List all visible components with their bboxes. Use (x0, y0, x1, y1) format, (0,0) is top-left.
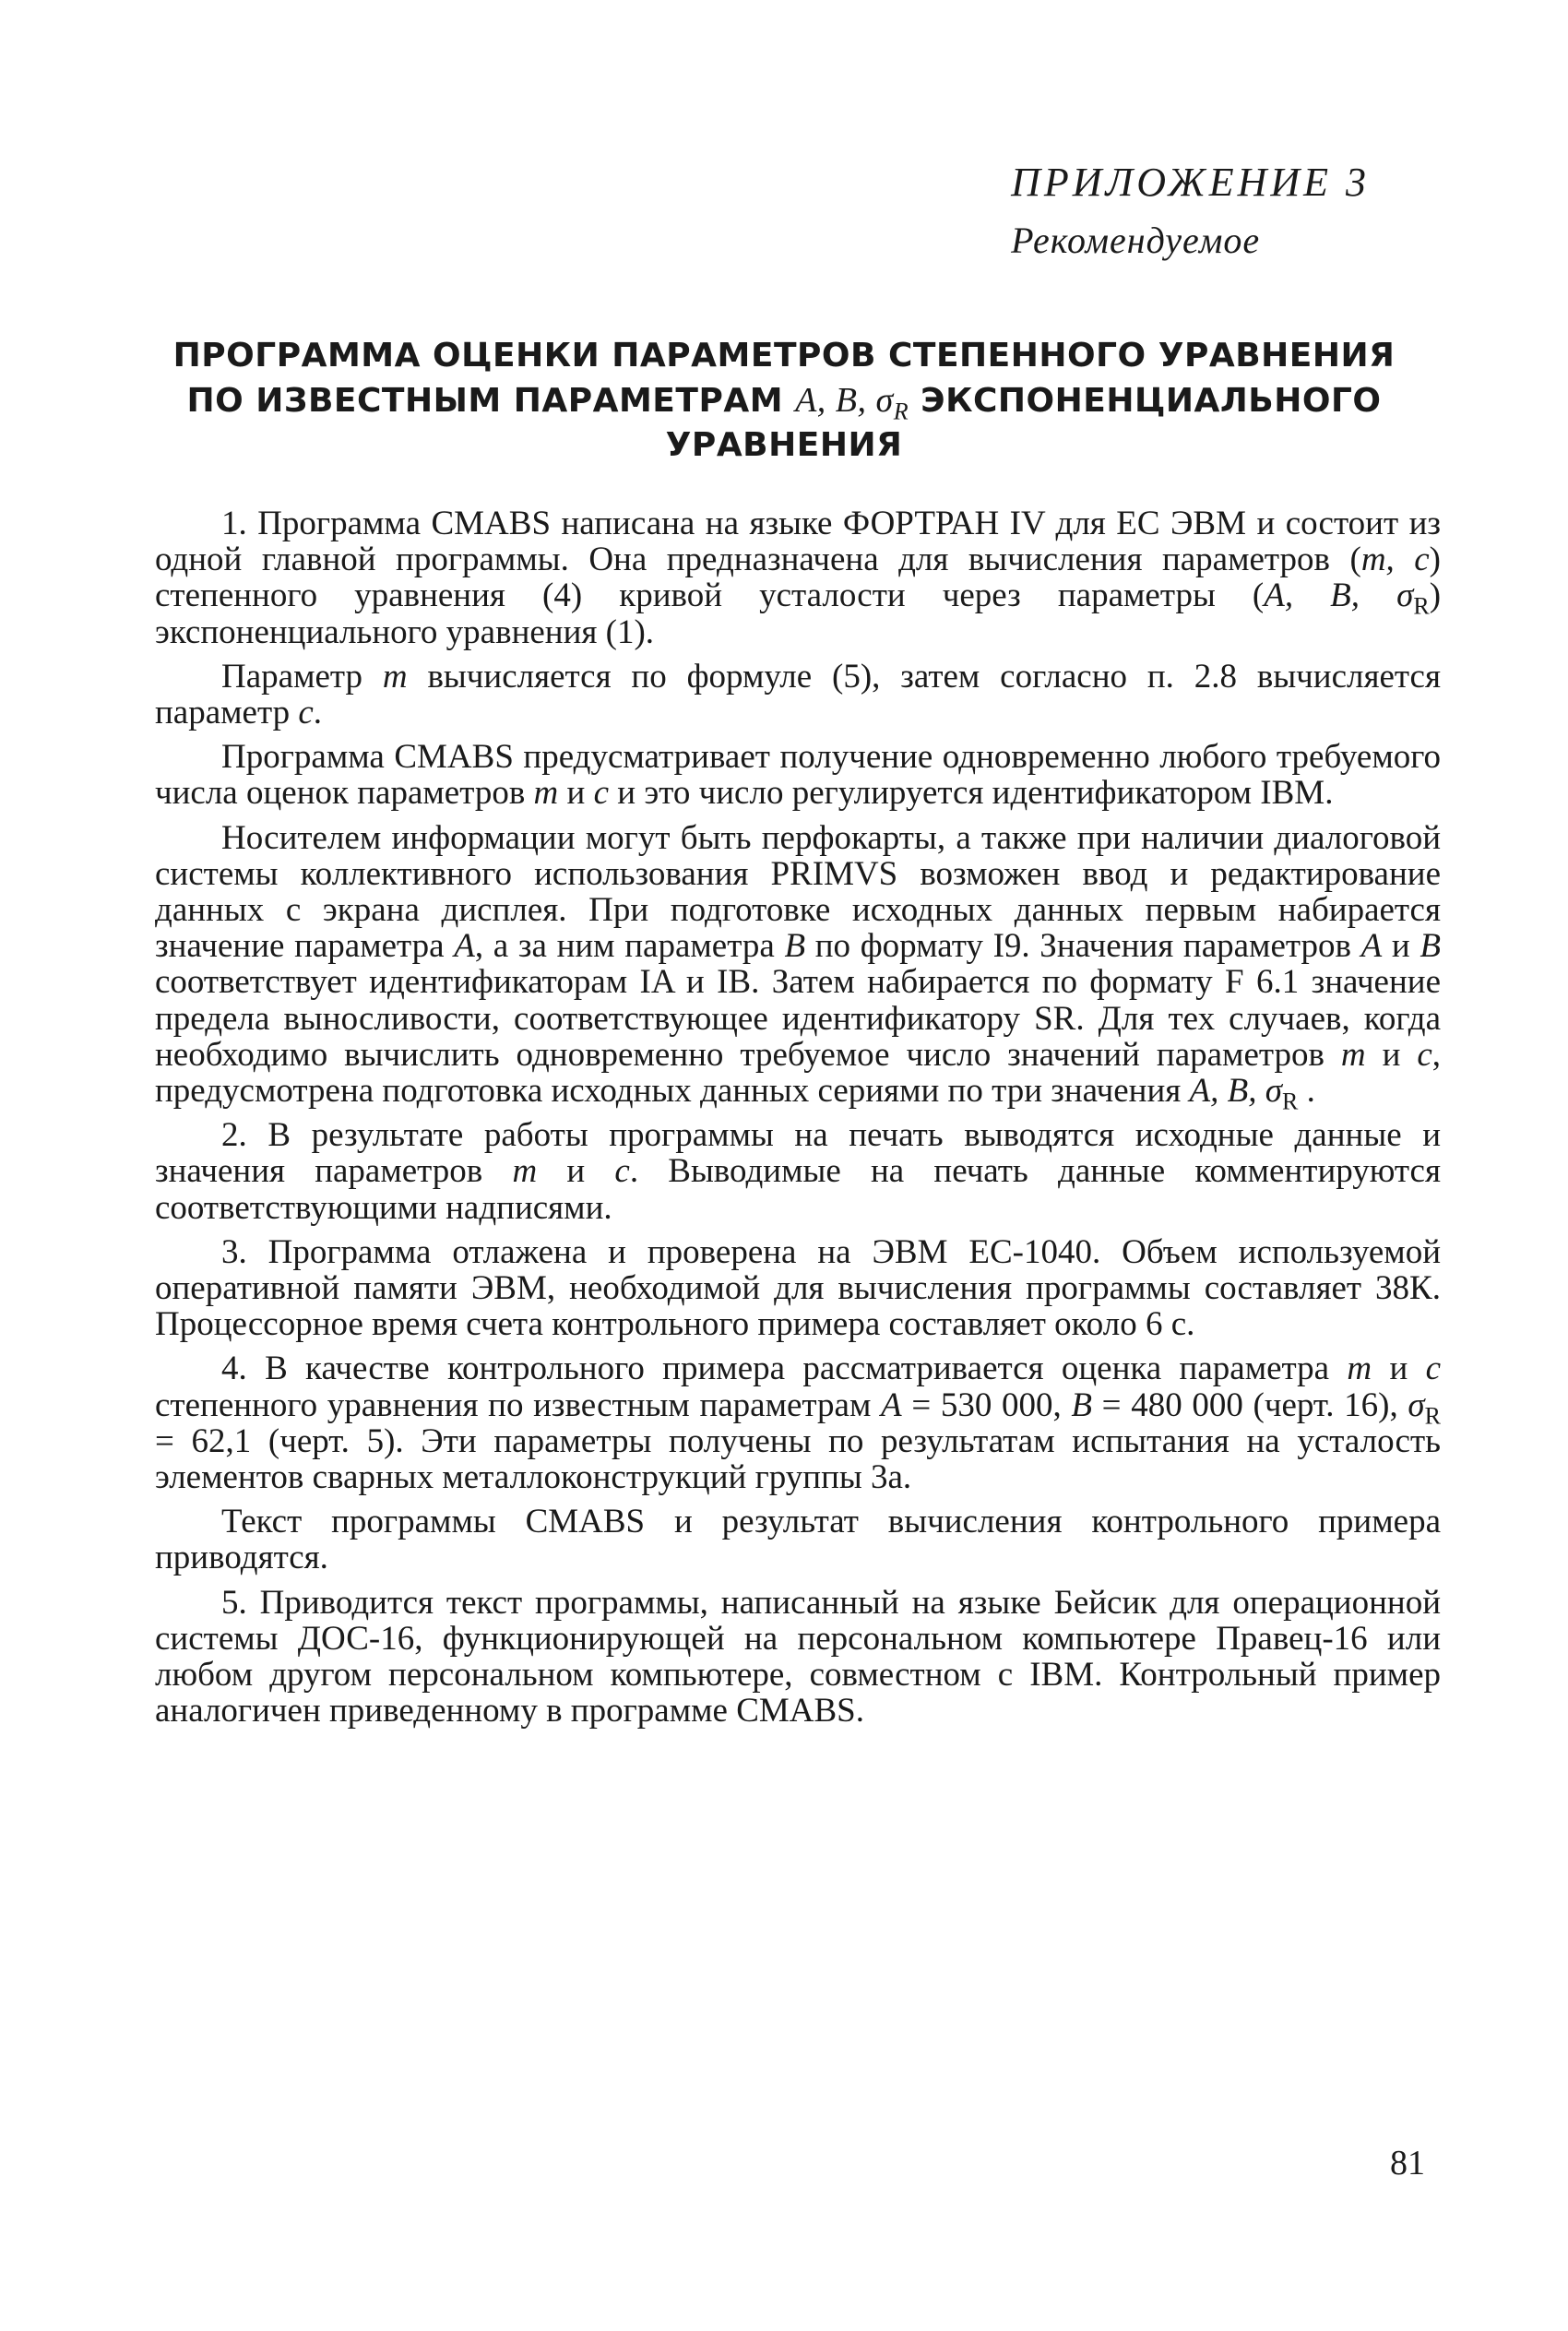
appendix-title: ПРИЛОЖЕНИЕ 3 (1011, 160, 1370, 205)
paragraph-3: Программа CMABS предусматривает получение одновременно любого требуемого числа оценок параметров m и c и это число регулируется идентификатором IBM. (155, 738, 1441, 813)
title-line-1: ПРОГРАММА ОЦЕНКИ ПАРАМЕТРОВ СТЕПЕННОГО УРАВНЕНИЯ (172, 337, 1396, 375)
document-title (157, 334, 1411, 468)
page-number: 81 (1390, 2144, 1425, 2182)
paragraph-5: 2. В результате работы программы на печать выводятся исходные данные и значения параметров m и c. Выводимые на печать данные комментируются соответствующими надписями. (155, 1116, 1441, 1227)
paragraph-9: 5. Приводится текст программы, написанный на языке Бейсик для операционной системы ДОС-16, функционирующей на персональном компьютере Правец-16 или любом другом персональном компьютере, совместном с IBM. Контрольный пример аналогичен приведенному в программе CMABS. (155, 1583, 1441, 1730)
paragraph-2: Параметр m вычисляется по формуле (5), затем согласно п. 2.8 вычисляется параметр c. (155, 657, 1441, 732)
title-symbols: A, B, $\sigma_R$ (795, 381, 909, 425)
appendix-subtitle: Рекомендуемое (1011, 220, 1261, 261)
appendix-header (1011, 155, 1370, 268)
paragraph-7: 4. В качестве контрольного примера рассматривается оценка параметра m и c степенного уравнения по известным параметрам A = 530 000, B = 480 000 (черт. 16), $\sigma_R = 62,1$ (черт. 5). Эти параметры получены по результатам испытания на усталость элементов сварных металлоконструкций группы 3а. (155, 1350, 1441, 1497)
title-line-2: ПО ИЗВЕСТНЫМ ПАРАМЕТРАМ A, B, $\sigma_R$ ЭКСПОНЕНЦИАЛЬНОГО (186, 381, 1382, 425)
paragraph-8: Текст программы CMABS и результат вычисления контрольного примера приводятся. (155, 1503, 1441, 1577)
paragraph-1: 1. Программа CMABS написана на языке ФОРТРАН IV для ЕС ЭВМ и состоит из одной главной программы. Она предназначена для вычисления параметров (m, c) степенного уравнения (4) кривой усталости через параметры (A, B, $\sigma_R$) экспоненциального уравнения (1). (155, 505, 1442, 651)
paragraph-4: Носителем информации могут быть перфокарты, а также при наличии диалоговой системы коллективного использования PRIMVS возможен ввод и редактирование данных с экрана дисплея. При подготовке исходных данных первым набирается значение параметра A, а за ним параметра B по формату I9. Значения параметров A и B соответствует идентификаторам IA и IB. Затем набирается по формату F 6.1 значение предела выносливости, соответствующее идентификатору SR. Для тех случаев, когда необходимо вычислить одновременно требуемое число значений параметров m и c, предусмотрена подготовка исходных данных сериями по три значения A, B, $\sigma_R$ . (155, 818, 1442, 1115)
document-body (155, 505, 1441, 1738)
title-line-3: УРАВНЕНИЯ (665, 426, 903, 464)
paragraph-6: 3. Программа отлажена и проверена на ЭВМ ЕС-1040. Объем используемой оперативной памяти ЭВМ, необходимой для вычисления программы составляет 38К. Процессорное время счета контрольного примера составляет около 6 с. (155, 1232, 1441, 1344)
